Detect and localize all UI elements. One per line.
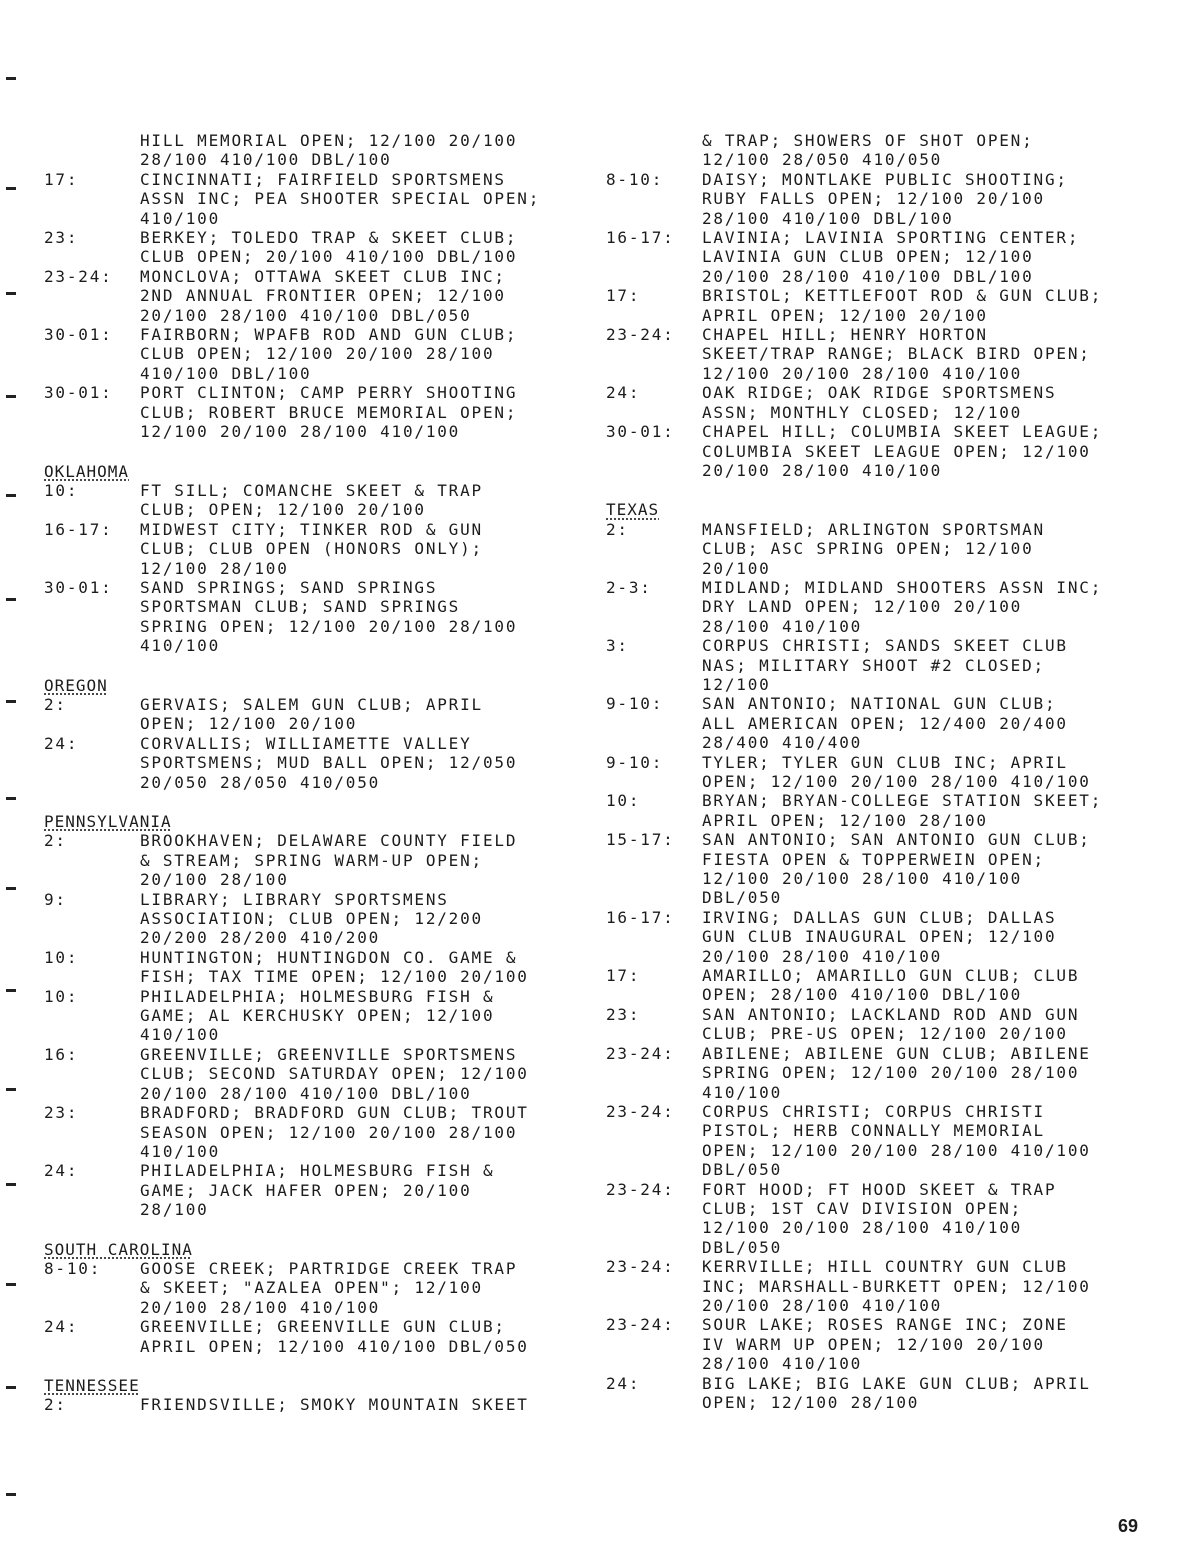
event-entry — [44, 948, 574, 987]
event-date: 2: — [606, 519, 629, 539]
event-text: ABILENE; ABILENE GUN CLUB; ABILENE SPRING OPEN; 12/100 20/100 28/100 410/100 — [702, 1043, 1091, 1102]
event-text: BRYAN; BRYAN-COLLEGE STATION SKEET; APRIL OPEN; 12/100 28/100 — [702, 791, 1103, 830]
event-date: 2: — [44, 1395, 67, 1415]
event-date: 24: — [606, 1373, 641, 1393]
event-entry — [44, 578, 574, 656]
margin-mark — [6, 598, 16, 601]
event-text: FT SILL; COMANCHE SKEET & TRAP CLUB; OPEN; 12/100 20/100 — [140, 480, 483, 520]
margin-mark — [6, 989, 16, 992]
event-date: 23-24: — [606, 1101, 675, 1121]
event-text: & TRAP; SHOWERS OF SHOT OPEN; 12/100 28/050 410/050 — [702, 131, 1034, 170]
event-text: SAN ANTONIO; SAN ANTONIO GUN CLUB; FIESTA OPEN & TOPPERWEIN OPEN; 12/100 20/100 28/100 410/100 DBL/050 — [702, 830, 1091, 908]
event-text: MONCLOVA; OTTAWA SKEET CLUB INC; 2ND ANNUAL FRONTIER OPEN; 12/100 20/100 28/100 410/100 DBL/050 — [140, 266, 506, 325]
event-entry — [606, 422, 1146, 480]
event-text: FAIRBORN; WPAFB ROD AND GUN CLUB; CLUB OPEN; 12/100 20/100 28/100 410/100 DBL/100 — [140, 325, 518, 383]
event-text: BRADFORD; BRADFORD GUN CLUB; TROUT SEASON OPEN; 12/100 20/100 28/100 410/100 — [140, 1103, 529, 1161]
event-entry — [44, 695, 574, 734]
event-text: AMARILLO; AMARILLO GUN CLUB; CLUB OPEN; 28/100 410/100 DBL/100 — [702, 966, 1080, 1005]
event-entry — [606, 1044, 1146, 1102]
event-date: 16-17: — [606, 228, 675, 248]
state-section — [44, 1376, 574, 1415]
event-text: MIDLAND; MIDLAND SHOOTERS ASSN INC; DRY LAND OPEN; 12/100 20/100 28/100 410/100 — [702, 577, 1103, 636]
event-entry — [44, 131, 574, 170]
event-entry — [44, 325, 574, 383]
event-date: 23-24: — [606, 325, 675, 345]
event-date: 24: — [44, 733, 79, 753]
event-entry — [606, 1374, 1146, 1413]
margin-mark — [6, 1493, 16, 1496]
event-text: GOOSE CREEK; PARTRIDGE CREEK TRAP & SKEET; "AZALEA OPEN"; 12/100 20/100 28/100 410/100 — [140, 1258, 518, 1317]
event-date: 30-01: — [44, 577, 113, 597]
state-section — [44, 131, 574, 442]
event-entry — [606, 636, 1146, 694]
right-column — [606, 131, 1146, 1412]
state-heading: TENNESSEE — [44, 1375, 140, 1395]
event-date: 17: — [44, 169, 79, 189]
event-date — [606, 131, 702, 170]
event-entry — [44, 1045, 574, 1103]
event-text: GERVAIS; SALEM GUN CLUB; APRIL OPEN; 12/100 20/100 — [140, 694, 483, 734]
event-text: MIDWEST CITY; TINKER ROD & GUN CLUB; CLUB OPEN (HONORS ONLY); 12/100 28/100 — [140, 519, 483, 578]
event-date: 10: — [44, 480, 79, 500]
page-number: 69 — [1118, 1516, 1139, 1536]
event-text: BIG LAKE; BIG LAKE GUN CLUB; APRIL OPEN; 12/100 28/100 — [702, 1373, 1091, 1412]
event-entry — [606, 286, 1146, 325]
event-date: 3: — [606, 636, 629, 656]
state-heading: OKLAHOMA — [44, 461, 130, 481]
state-section — [44, 676, 574, 792]
event-entry — [606, 1315, 1146, 1373]
event-date: 16: — [44, 1044, 79, 1064]
event-date: 17: — [606, 966, 641, 986]
margin-mark — [6, 292, 16, 295]
event-date: 2: — [44, 694, 67, 714]
event-date: 9: — [44, 889, 67, 909]
event-date: 23-24: — [606, 1315, 675, 1335]
event-date: 10: — [44, 947, 79, 967]
state-section — [606, 500, 1146, 1412]
event-text: CORVALLIS; WILLIAMETTE VALLEY SPORTSMENS; MUD BALL OPEN; 12/050 20/050 28/050 410/050 — [140, 733, 518, 792]
margin-mark — [6, 395, 16, 398]
event-text: FRIENDSVILLE; SMOKY MOUNTAIN SKEET — [140, 1395, 529, 1415]
event-entry — [44, 383, 574, 441]
event-entry — [606, 830, 1146, 908]
event-date: 10: — [44, 986, 79, 1006]
event-date — [44, 131, 140, 170]
event-text: LAVINIA; LAVINIA SPORTING CENTER; LAVINIA GUN CLUB OPEN; 12/100 20/100 28/100 410/100 DBL/100 — [702, 228, 1080, 286]
left-column — [44, 131, 574, 1415]
event-date: 30-01: — [44, 325, 113, 345]
event-entry — [606, 578, 1146, 636]
event-date: 2: — [44, 831, 67, 851]
event-text: PHILADELPHIA; HOLMESBURG FISH & GAME; JACK HAFER OPEN; 20/100 28/100 — [140, 1161, 495, 1220]
event-entry — [606, 325, 1146, 383]
event-text: MANSFIELD; ARLINGTON SPORTSMAN CLUB; ASC SPRING OPEN; 12/100 20/100 — [702, 519, 1045, 578]
event-date: 23-24: — [606, 1257, 675, 1277]
event-date: 24: — [606, 383, 641, 403]
state-heading: OREGON — [44, 675, 108, 695]
margin-mark — [6, 187, 16, 190]
event-entry — [606, 520, 1146, 578]
margin-mark — [6, 77, 16, 80]
event-entry — [44, 1103, 574, 1161]
event-text: CHAPEL HILL; COLUMBIA SKEET LEAGUE; COLUMBIA SKEET LEAGUE OPEN; 12/100 20/100 28/100 410/100 — [702, 422, 1103, 480]
event-date: 17: — [606, 286, 641, 306]
event-date: 15-17: — [606, 830, 675, 850]
event-entry — [606, 383, 1146, 422]
event-date: 2-3: — [606, 577, 652, 597]
event-entry — [606, 131, 1146, 170]
margin-mark — [6, 1283, 16, 1286]
event-text: FORT HOOD; FT HOOD SKEET & TRAP CLUB; 1ST CAV DIVISION OPEN; 12/100 20/100 28/100 410/100 DBL/050 — [702, 1179, 1057, 1257]
event-entry — [606, 966, 1146, 1005]
event-entry — [606, 753, 1146, 792]
event-entry — [44, 890, 574, 948]
event-text: GREENVILLE; GREENVILLE GUN CLUB; APRIL OPEN; 12/100 410/100 DBL/050 — [140, 1317, 529, 1356]
margin-mark — [6, 700, 16, 703]
margin-mark — [6, 887, 16, 890]
event-text: OAK RIDGE; OAK RIDGE SPORTSMENS ASSN; MONTHLY CLOSED; 12/100 — [702, 383, 1057, 422]
event-text: PORT CLINTON; CAMP PERRY SHOOTING CLUB; ROBERT BRUCE MEMORIAL OPEN; 12/100 20/100 28/100 410/100 — [140, 383, 518, 442]
margin-mark — [6, 797, 16, 800]
state-section — [44, 1240, 574, 1356]
event-entry — [44, 170, 574, 228]
event-date: 23: — [44, 1103, 79, 1123]
state-heading: TEXAS — [606, 500, 660, 520]
event-text: SOUR LAKE; ROSES RANGE INC; ZONE IV WARM UP OPEN; 12/100 20/100 28/100 410/100 — [702, 1315, 1068, 1374]
event-date: 23: — [44, 228, 79, 248]
event-date: 23-24: — [606, 1179, 675, 1199]
event-text: DAISY; MONTLAKE PUBLIC SHOOTING; RUBY FALLS OPEN; 12/100 20/100 28/100 410/100 DBL/100 — [702, 169, 1068, 228]
event-entry — [44, 734, 574, 792]
event-text: BERKEY; TOLEDO TRAP & SKEET CLUB; CLUB OPEN; 20/100 410/100 DBL/100 — [140, 228, 518, 267]
event-text: GREENVILLE; GREENVILLE SPORTSMENS CLUB; SECOND SATURDAY OPEN; 12/100 20/100 28/100 410/100 DBL/100 — [140, 1044, 529, 1103]
event-text: HILL MEMORIAL OPEN; 12/100 20/100 28/100 410/100 DBL/100 — [140, 131, 518, 170]
state-heading: PENNSYLVANIA — [44, 812, 172, 831]
event-text: CINCINNATI; FAIRFIELD SPORTSMENS ASSN INC; PEA SHOOTER SPECIAL OPEN; 410/100 — [140, 169, 541, 228]
event-date: 8-10: — [606, 169, 664, 189]
event-text: HUNTINGTON; HUNTINGDON CO. GAME & FISH; TAX TIME OPEN; 12/100 20/100 — [140, 947, 529, 987]
event-text: BROOKHAVEN; DELAWARE COUNTY FIELD & STREAM; SPRING WARM-UP OPEN; 20/100 28/100 — [140, 831, 518, 890]
event-entry — [44, 1259, 574, 1317]
state-section — [606, 131, 1146, 480]
event-date: 23-24: — [606, 1043, 675, 1063]
event-entry — [44, 481, 574, 520]
event-entry — [44, 267, 574, 325]
event-entry — [606, 1005, 1146, 1044]
event-date: 30-01: — [44, 383, 113, 403]
event-text: KERRVILLE; HILL COUNTRY GUN CLUB INC; MARSHALL-BURKETT OPEN; 12/100 20/100 28/100 410/100 — [702, 1257, 1091, 1315]
event-entry — [606, 1180, 1146, 1258]
event-text: TYLER; TYLER GUN CLUB INC; APRIL OPEN; 12/100 20/100 28/100 410/100 — [702, 752, 1091, 791]
margin-mark — [6, 1386, 16, 1389]
event-date: 16-17: — [606, 907, 675, 927]
event-date: 9-10: — [606, 752, 664, 772]
event-entry — [44, 1317, 574, 1356]
event-text: SAN ANTONIO; LACKLAND ROD AND GUN CLUB; PRE-US OPEN; 12/100 20/100 — [702, 1004, 1080, 1044]
margin-mark — [6, 1183, 16, 1186]
event-entry — [606, 791, 1146, 830]
margin-mark — [6, 1088, 16, 1091]
event-entry — [44, 520, 574, 578]
event-entry — [606, 1257, 1146, 1315]
event-text: LIBRARY; LIBRARY SPORTSMENS ASSOCIATION; CLUB OPEN; 12/200 20/200 28/200 410/200 — [140, 889, 483, 948]
event-entry — [44, 987, 574, 1045]
event-entry — [606, 1102, 1146, 1180]
event-entry — [44, 1161, 574, 1219]
event-entry — [606, 908, 1146, 966]
event-entry — [606, 228, 1146, 286]
event-text: SAN ANTONIO; NATIONAL GUN CLUB; ALL AMERICAN OPEN; 12/400 20/400 28/400 410/400 — [702, 694, 1068, 753]
event-entry — [44, 1395, 574, 1414]
event-date: 24: — [44, 1161, 79, 1181]
event-date: 10: — [606, 791, 641, 811]
event-entry — [606, 694, 1146, 752]
event-text: IRVING; DALLAS GUN CLUB; DALLAS GUN CLUB INAUGURAL OPEN; 12/100 20/100 28/100 410/100 — [702, 907, 1057, 966]
state-section — [44, 462, 574, 656]
event-text: PHILADELPHIA; HOLMESBURG FISH & GAME; AL KERCHUSKY OPEN; 12/100 410/100 — [140, 986, 495, 1045]
event-text: CORPUS CHRISTI; SANDS SKEET CLUB NAS; MILITARY SHOOT #2 CLOSED; 12/100 — [702, 636, 1068, 694]
state-heading: SOUTH CAROLINA — [44, 1239, 193, 1259]
event-date: 23-24: — [44, 266, 113, 286]
event-date: 9-10: — [606, 694, 664, 714]
event-date: 30-01: — [606, 422, 675, 442]
event-date: 8-10: — [44, 1258, 102, 1278]
event-date: 23: — [606, 1004, 641, 1024]
event-entry — [606, 170, 1146, 228]
event-text: SAND SPRINGS; SAND SPRINGS SPORTSMAN CLUB; SAND SPRINGS SPRING OPEN; 12/100 20/100 28/100 410/100 — [140, 577, 518, 656]
event-entry — [44, 228, 574, 267]
state-section — [44, 812, 574, 1220]
event-text: CORPUS CHRISTI; CORPUS CHRISTI PISTOL; HERB CONNALLY MEMORIAL OPEN; 12/100 20/100 28/100 410/100 DBL/050 — [702, 1101, 1091, 1180]
event-entry — [44, 831, 574, 889]
event-date: 24: — [44, 1317, 79, 1337]
event-date: 16-17: — [44, 519, 113, 539]
event-text: CHAPEL HILL; HENRY HORTON SKEET/TRAP RANGE; BLACK BIRD OPEN; 12/100 20/100 28/100 410/100 — [702, 325, 1091, 383]
event-text: BRISTOL; KETTLEFOOT ROD & GUN CLUB; APRIL OPEN; 12/100 20/100 — [702, 286, 1103, 325]
margin-mark — [6, 494, 16, 497]
